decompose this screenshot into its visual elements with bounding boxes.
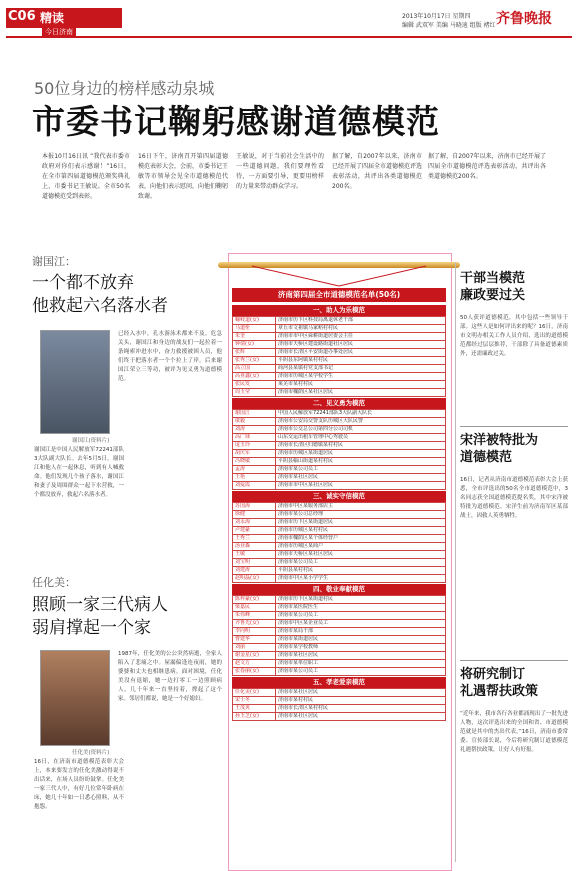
- honoree-affiliation: 济南市市中区舜耕街道居委会主任: [276, 333, 446, 341]
- list-category-table: [232, 688, 446, 721]
- list-row: [233, 713, 446, 721]
- story1-title-line1: 一个都不放弃: [32, 273, 134, 293]
- kicker: 50位身边的榜样感动泉城: [34, 79, 215, 98]
- story2-photo: [40, 650, 110, 746]
- honoree-name: 孟涛: [233, 466, 276, 474]
- list-row: [233, 628, 446, 636]
- list-row: [233, 689, 446, 697]
- honoree-name: 王艳: [233, 474, 276, 482]
- list-row: [233, 535, 446, 543]
- honoree-affiliation: 山东交运出租车管理中心驾驶员: [276, 434, 446, 442]
- list-category-heading: 四、敬业奉献模范: [232, 584, 446, 595]
- honoree-affiliation: 济南市某学校教师: [276, 644, 446, 652]
- list-row: [233, 317, 446, 325]
- newspaper-logo: 齐鲁晚报: [496, 11, 552, 27]
- story1-caption: 谢国江(资料片): [72, 438, 110, 444]
- honoree-affiliation: 济南市某公司员工: [276, 559, 446, 567]
- story2-title-line2: 弱肩撑起一个家: [32, 618, 151, 638]
- story1-col-a: 谢国江是中国人民解放军72241部队3大队副大队长。去年5月5日，谢国江和他人在一起休息，听到有人喊救命。他们发现几个孩子落水，谢国江和妻子及周围群众一起下水营救，一个都没放弃，救起六名落水者。: [34, 447, 124, 498]
- right-text-3: “近年来，我市各行各业都涌现出了一批先进人物，这次评选出来的全国和省、市道德模范就是其中的杰出代表。”16日，济南市委常委、宣传部长说，今后将研究制订道德模范礼遇帮扶政策，让好人有好报。: [460, 711, 568, 753]
- list-row: [233, 389, 446, 397]
- honoree-affiliation: 济南市某街道居民: [276, 636, 446, 644]
- story2-person: 任化美：: [32, 576, 76, 589]
- list-row: [233, 466, 446, 474]
- column-divider: [455, 262, 456, 862]
- honoree-name: 赵文方: [233, 660, 276, 668]
- list-row: [233, 644, 446, 652]
- honoree-affiliation: 济南市天桥区某社区居民: [276, 551, 446, 559]
- honoree-name: 王敏: [233, 551, 276, 559]
- hanging-cords: [232, 264, 446, 288]
- list-row: [233, 551, 446, 559]
- honoree-affiliation: 济南市某公司员工: [276, 668, 446, 676]
- honoree-affiliation: 济南市历城区某商户: [276, 543, 446, 551]
- honoree-name: 谢国江: [233, 410, 276, 418]
- honoree-name: 梁嘉民: [233, 604, 276, 612]
- honoree-name: 胡庆军: [233, 450, 276, 458]
- honoree-affiliation: 济南市长清区某村村民: [276, 705, 446, 713]
- honoree-affiliation: 济南市历下区某街道村民: [276, 596, 446, 604]
- honoree-name: 苏国海: [233, 503, 276, 511]
- editors-line: 编辑 武双军 美编 马晓迪 组版 褚红: [402, 22, 496, 29]
- honoree-affiliation: 章丘市文祖镇马家峪村村民: [276, 325, 446, 333]
- honoree-name: 李向明: [233, 628, 276, 636]
- list-row: [233, 333, 446, 341]
- list-row: [233, 527, 446, 535]
- story1-photo: [40, 330, 110, 434]
- list-row: [233, 325, 446, 333]
- honoree-name: 谢金星(女): [233, 652, 276, 660]
- section-name: 精读: [40, 11, 65, 25]
- list-category-heading: 三、诚实守信模范: [232, 491, 446, 502]
- honoree-affiliation: 济南市某局干部: [276, 628, 446, 636]
- list-category-heading: 五、孝老爱亲模范: [232, 677, 446, 688]
- honoree-name: 刘宝明: [233, 559, 276, 567]
- honoree-name: 高立国: [233, 365, 276, 373]
- list-row: [233, 365, 446, 373]
- list-category-table: [232, 502, 446, 583]
- honoree-name: 孙玉芝(女): [233, 713, 276, 721]
- right-rule-1: [460, 426, 568, 427]
- list-row: [233, 660, 446, 668]
- honoree-name: 王茂英: [233, 705, 276, 713]
- honoree-affiliation: 济南市某社区居民: [276, 652, 446, 660]
- list-title: 济南第四届全市道德模范名单(50名): [232, 288, 446, 302]
- honoree-name: 冯晓敏: [233, 458, 276, 466]
- list-row: [233, 341, 446, 349]
- honoree-affiliation: 济南市历城区某学校学生: [276, 373, 446, 381]
- list-body: [232, 304, 446, 721]
- honoree-name: 朱伟峰: [233, 612, 276, 620]
- honoree-name: 刘丽: [233, 644, 276, 652]
- honoree-name: 刘建涛: [233, 567, 276, 575]
- honoree-affiliation: 济南市某公司员工: [276, 612, 446, 620]
- honoree-affiliation: 济南市某单位职工: [276, 660, 446, 668]
- list-row: [233, 349, 446, 357]
- honoree-affiliation: 济南市公交总公司第四分公司司机: [276, 426, 446, 434]
- story1-title-line2: 他救起六名落水者: [32, 296, 168, 316]
- honoree-affiliation: 济南市某村村民: [276, 697, 446, 705]
- honoree-affiliation: 济南市历城区某村村民: [276, 527, 446, 535]
- honoree-affiliation: 济南市中区某企业员工: [276, 620, 446, 628]
- honoree-affiliation: 济南市长清区归德镇某村村民: [276, 442, 446, 450]
- honoree-affiliation: 济南市历下区某街道居民: [276, 519, 446, 527]
- honoree-name: 陈梓豪(女): [233, 596, 276, 604]
- honoree-name: 任化美(女): [233, 689, 276, 697]
- honoree-affiliation: 济南市市中区某社区居民: [276, 482, 446, 490]
- honoree-affiliation: 济南市某社区居民: [276, 713, 446, 721]
- intro-col-1: 本报10月16日讯 “我代表市委市政府对你们表示感谢！”16日，在全市第四届道德模范颁奖典礼上，市委书记王敏说。全市50名道德模范受到表彰。: [42, 153, 130, 200]
- list-row: [233, 652, 446, 660]
- honoree-name: 张秀兰(女): [233, 357, 276, 365]
- honoree-name: 刘涛: [233, 426, 276, 434]
- honoree-name: 钟倩(女): [233, 341, 276, 349]
- honoree-affiliation: 济南市中区某服务部店主: [276, 503, 446, 511]
- intro-col-4: 据了解，自2007年以来，济南市已经开展了四届全市道德模范评选表彰活动，共评出各类道德模范200名。: [332, 153, 422, 190]
- list-row: [233, 426, 446, 434]
- honoree-name: 康毅: [233, 418, 276, 426]
- honoree-affiliation: 济南市某公司总经理: [276, 511, 446, 519]
- list-row: [233, 559, 446, 567]
- list-category-table: [232, 409, 446, 490]
- honoree-affiliation: 济南市槐荫区某社区居民: [276, 389, 446, 397]
- list-row: [233, 357, 446, 365]
- honoree-name: 齐鲁先(女): [233, 620, 276, 628]
- honoree-affiliation: 平阴县某村村民: [276, 567, 446, 575]
- honoree-name: 张民发: [233, 381, 276, 389]
- list-row: [233, 511, 446, 519]
- list-category-heading: 二、见义勇为模范: [232, 398, 446, 409]
- honoree-name: 赵明磊(女): [233, 575, 276, 583]
- right-text-1: 50人获评道德模范，其中包括一些领导干部。这些人是如何评出来的呢？16日，济南市文明办相关工作人员介绍，选出的道德模范都经过层层推荐，干部除了具备道德素质外，还需廉政过关。: [460, 315, 568, 357]
- honoree-affiliation: 济南市长清区平安街道办事处居民: [276, 349, 446, 357]
- headline: 市委书记鞠躬感谢道德模范: [32, 102, 440, 141]
- right-h3-line2: 礼遇帮扶政策: [460, 684, 539, 699]
- honoree-affiliation: 济南市中区某小学学生: [276, 575, 446, 583]
- honoree-name: 鞠岐道(女): [233, 317, 276, 325]
- sub-section: 今日济南: [42, 27, 76, 37]
- list-category-heading: 一、助人为乐模范: [232, 305, 446, 316]
- honoree-name: 庞玉玲: [233, 442, 276, 450]
- honoree-name: 曹建华: [233, 636, 276, 644]
- intro-col-2: 16日下午，济南召开第四届道德模范表彰大会，会前，市委书记王敏等市领导会见全市道德模范代表，向他们表示慰问，向他们鞠躬致谢。: [138, 153, 228, 200]
- honoree-name: 徐健: [233, 511, 276, 519]
- honoree-affiliation: 平阴县榆山街道某村村民: [276, 458, 446, 466]
- story2-col-a: 16日，在济南市道德模范表彰大会上，本来要发言的任化美激动得说不出话来，在场人员纷纷鼓掌。任化美一家三代人中，有好几位常年卧病在床，她几十年如一日悉心照料，从不抱怨。: [34, 759, 124, 810]
- right-text-2: 16日，记者从济南市道德模范表彰大会上获悉，全市评选出的50名全市道德模范中，3名同志获全国道德模范提名奖，其中宋洋被特批为道德模范。宋洋生前为济南军区某部战士，因救人英勇牺牲。: [460, 477, 568, 519]
- issue-date: 2013年10月17日 星期四: [402, 13, 471, 20]
- right-h1-line2: 廉政要过关: [460, 288, 526, 303]
- honoree-affiliation: 济南市某医院医生: [276, 604, 446, 612]
- list-row: [233, 474, 446, 482]
- story2-col-b: 1987年，任化美的公公突然病逝，全家人陷入了悲痛之中。屋漏偏逢连夜雨，她的婆婆和丈夫也相继患病。面对困境，任化美没有退缩，她一边打零工一边照顾病人，几十年来一直坚持着，撑起了这个家。邻居们都说，她是一个好媳妇。: [118, 651, 222, 702]
- honoree-name: 汤业森: [233, 543, 276, 551]
- right-h1-line1: 干部当模范: [460, 271, 526, 286]
- list-row: [233, 418, 446, 426]
- list-row: [233, 434, 446, 442]
- list-row: [233, 373, 446, 381]
- story2-title-line1: 照顾一家三代病人: [32, 595, 168, 615]
- honoree-name: 刘永海: [233, 519, 276, 527]
- intro-col-3: 王敏说，对于当前社会生活中的一些道德问题，我们要理性看待，一方面要引导，更要用榜样的力量来带动群众学习。: [236, 153, 324, 190]
- honoree-name: 卢建豪: [233, 527, 276, 535]
- honoree-affiliation: 中国人民解放军72241部队3大队副大队长: [276, 410, 446, 418]
- story1-person: 谢国江：: [32, 255, 76, 268]
- honoree-name: 王秀兰: [233, 535, 276, 543]
- honoree-affiliation: 济南市某社区居民: [276, 689, 446, 697]
- right-h2-line1: 宋洋被特批为: [460, 433, 539, 448]
- list-row: [233, 567, 446, 575]
- list-row: [233, 410, 446, 418]
- honoree-name: 朱奎: [233, 333, 276, 341]
- honoree-name: 刘爱霞: [233, 482, 276, 490]
- story1-col-b: 已经入水中，孔水游泳术都来不及。危急关头，谢国江和身边的战友们一起拉着一条绳索冲进水中，奋力救援被困人员，他们终于把落水者一个个拉上了岸。后来谢国江荣立三等功，被评为见义勇为道德模范。: [118, 331, 222, 382]
- honoree-name: 张春丽(女): [233, 668, 276, 676]
- list-row: [233, 604, 446, 612]
- honoree-affiliation: 济南市历下区科技局离退休老干部: [276, 317, 446, 325]
- list-category-table: [232, 595, 446, 676]
- honoree-affiliation: 济南市某公司员工: [276, 466, 446, 474]
- list-row: [233, 596, 446, 604]
- honoree-affiliation: 济南市某社区居民: [276, 474, 446, 482]
- page-number: C06: [8, 9, 36, 24]
- list-row: [233, 575, 446, 583]
- honoree-affiliation: 商河县某镇村党支部书记: [276, 365, 446, 373]
- honoree-affiliation: 济南市天桥区建设路街道社区居民: [276, 341, 446, 349]
- honoree-affiliation: 莱芜市某村村民: [276, 381, 446, 389]
- list-row: [233, 612, 446, 620]
- right-h3-line1: 将研究制订: [460, 667, 526, 682]
- story2-caption: 任化美(资料片): [72, 750, 110, 756]
- list-row: [233, 503, 446, 511]
- right-h2-line2: 道德模范: [460, 450, 513, 465]
- honoree-name: 马道伦: [233, 325, 276, 333]
- list-row: [233, 705, 446, 713]
- list-row: [233, 482, 446, 490]
- list-row: [233, 697, 446, 705]
- right-rule-2: [460, 660, 568, 661]
- list-row: [233, 442, 446, 450]
- list-row: [233, 450, 446, 458]
- list-row: [233, 543, 446, 551]
- honoree-affiliation: 济南市公安局交警支队历城区大队民警: [276, 418, 446, 426]
- list-row: [233, 458, 446, 466]
- honoree-name: 宋士冬: [233, 697, 276, 705]
- header-rule: [6, 36, 572, 38]
- list-row: [233, 636, 446, 644]
- intro-col-5: 据了解，自2007年以来，济南市已经开展了四届全市道德模范评选表彰活动，共评出各类道德模范200名。: [428, 153, 546, 180]
- honoree-affiliation: 济南市历城区某街道居民: [276, 450, 446, 458]
- list-row: [233, 519, 446, 527]
- list-category-table: [232, 316, 446, 397]
- honoree-affiliation: 济南市槐荫区某个体经营户: [276, 535, 446, 543]
- honoree-name: 张辉: [233, 349, 276, 357]
- list-row: [233, 381, 446, 389]
- honoree-name: 高亚鑫(女): [233, 373, 276, 381]
- honoree-name: 周玉莹: [233, 389, 276, 397]
- honoree-name: 高广球: [233, 434, 276, 442]
- list-row: [233, 668, 446, 676]
- list-row: [233, 620, 446, 628]
- honoree-affiliation: 平阴县东阿镇某村村民: [276, 357, 446, 365]
